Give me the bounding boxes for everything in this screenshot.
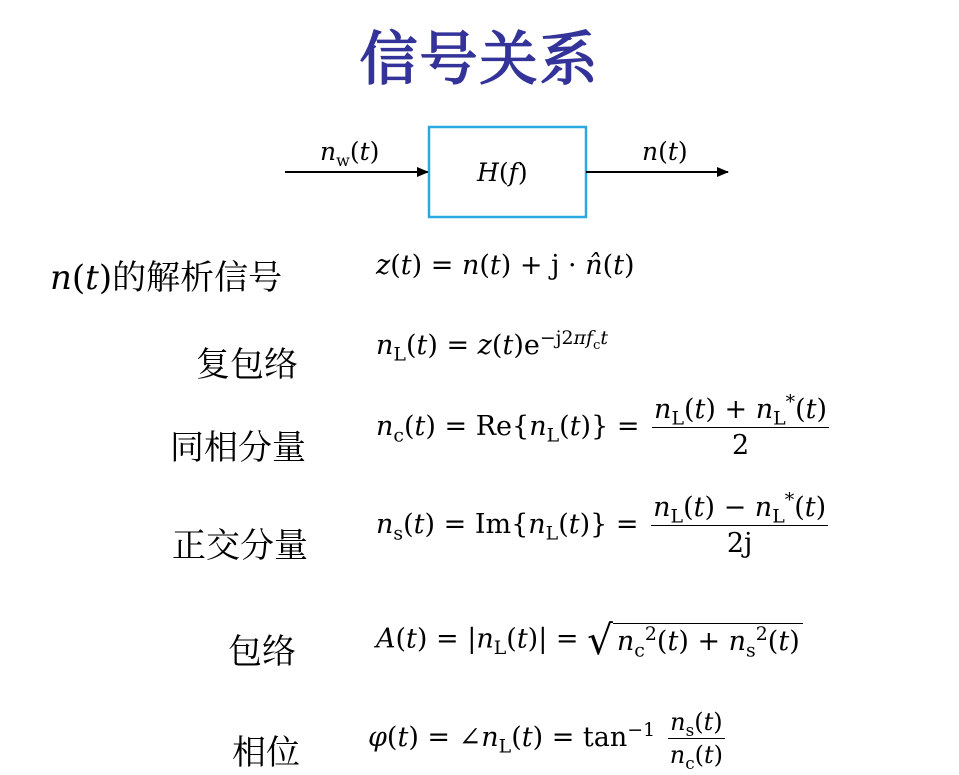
label-complex-envelope: 复包络	[196, 345, 298, 385]
formula-complex-envelope: $n_L(t) = z(t)e^{-j2\pi f_ct}$	[376, 327, 608, 366]
page-title: 信号关系	[359, 25, 600, 93]
label-analytic-signal: n(t)的解析信号	[50, 258, 283, 298]
label-envelope: 包络	[228, 632, 296, 672]
formula-analytic-signal: z(t) = n(t) + j · n̂(t)	[376, 250, 635, 281]
label-in-phase: 同相分量	[170, 428, 306, 468]
label-analytic-signal-text: 的解析信号	[112, 258, 283, 298]
formula-phase: $\varphi(t) = \angle n_L(t) = \tan^{-1}$ $\frac{n_s(t)}{n_c(t)}$	[368, 708, 724, 773]
filter-label: H(f)	[477, 158, 528, 187]
label-quadrature: 正交分量	[172, 526, 308, 566]
formula-quadrature: $n_s(t) = Im\{n_L(t)\}$ = $\frac{n_L(t) - n_L^*(t)}{2j}$	[376, 489, 827, 559]
label-phase: 相位	[232, 733, 300, 773]
formula-in-phase: $n_c(t) = Re\{n_L(t)\}$ = $\frac{n_L(t) + n_L^*(t)}{2}$	[376, 391, 828, 461]
input-signal-label: $n_w(t)$	[320, 137, 380, 170]
output-signal-label: n(t)	[642, 137, 688, 166]
formula-envelope: $A(t) = |n_L(t)|$ = √ $n_c^2(t) + n_s^2(t)$	[376, 616, 803, 664]
